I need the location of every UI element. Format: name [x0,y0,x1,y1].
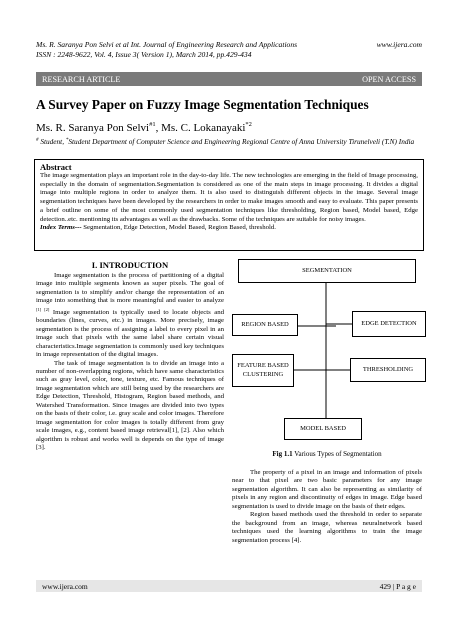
journal-citation: Ms. R. Saranya Pon Selvi et al Int. Journal of Engineering Research and Applications [36,40,298,49]
affil-mark-2: * [65,138,69,143]
intro-paragraph-2: The task of image segmentation is to divide an image into a number of non-overlapping regions, which have same characteristics such as gray level, color, tone, texture, etc. Famous techniques of image segmentation which are still being used by the researchers are Edge Detection, Threshold, Histogram, Region based methods, and Watershed Transformation. Since images are divided into two types on the basis of their color, i.e. gray scale and color images. Therefore image segmentation for color images is totally different from gray scale images, e.g., content based image retrieval[1], [2]. Also which algorithm is robust and works well is depends on the type of image [3]. [36,359,224,452]
right-paragraph-1: The property of a pixel in an image and information of pixels near to that pixel are two basic parameters for any image segmentation algorithm. It can also be representing as similarity of pixels in any region and discontinuity of edges in image. Edge based segmentation is used to divide image on the basis of their edges. [232,469,422,510]
article-type: RESEARCH ARTICLE [42,74,121,84]
citation: [1] [2] [36,306,50,312]
footer-url[interactable]: www.ijera.com [42,581,88,591]
node-region-based: REGION BASED [232,314,298,336]
intro-p1-end: Image segmentation is typically used to locate objects and boundaries (lines, curves, etc.) in images. More precisely, image segmentation is the process of assigning a label to every pixel in an image such that pixels with the same label share certain visual characteristics.Image segmentation is commonly used key techniques in image representation of the digital images. [36,308,224,359]
running-header [36,40,422,60]
abstract-body: The image segmentation plays an important role in the day-to-day life. The new technologies are emerging in the field of Image processing, especially in the domain of segmentation.Segmentation is considered as one of the main steps in image processing. It divides a digital image into multiple regions in order to analyze them. It is also used to distinguish different objects in the image. Several image segmentation techniques have been developed by the researchers in order to make images smooth and easy to evaluate. This paper presents a brief outline on some of the most commonly used segmentation techniques like thresholding, Region based, Model based, Edge detection..etc. mentioning its advantages as well as the drawbacks. Some of the techniques are suitable for noisy images. [40,172,418,223]
abstract-heading: Abstract [40,162,72,172]
intro-p1-start: Image segmentation is the process of partitioning of a digital image into multiple segments known as super pixels. The goal of segmentation is to simplify and/or change the representation of an image into something that is more meaningful and easier to analyze [36,272,224,305]
author-1: Ms. R. Saranya Pon Selvi [36,122,150,134]
right-column-text [232,469,422,545]
authors [36,121,252,134]
intro-paragraph-1 [36,272,224,360]
page-footer [36,580,422,592]
issn-line: ISSN : 2248-9622, Vol. 4, Issue 3( Version 1), March 2014, pp.429-434 [36,50,252,59]
figure-caption-text: Various Types of Segmentation [292,450,382,458]
node-model-based: MODEL BASED [284,418,362,440]
index-terms-label: Index Terms--- [40,224,82,232]
paper-title: A Survey Paper on Fuzzy Image Segmentation Techniques [36,97,369,112]
affiliation [36,136,422,147]
segmentation-diagram [228,254,428,450]
journal-url[interactable]: www.ijera.com [376,40,422,49]
abstract-box [34,159,424,251]
right-paragraph-2: Region based methods used the threshold in order to separate the background from an image, whereas neuralnetwork based techniques used the learning algorithms to train the image segmentation process [4]. [232,511,422,544]
node-segmentation: SEGMENTATION [238,259,416,283]
introduction-section [36,260,224,453]
affil-text-1: Student, [38,137,66,146]
author-separator: , [155,122,162,134]
figure-label: Fig 1.1 [272,450,293,458]
access-type: OPEN ACCESS [362,74,416,84]
node-edge-detection: EDGE DETECTION [352,311,426,337]
index-terms-text: Segmentation, Edge Detection, Model Based, Region Based, threshold. [81,224,276,232]
node-thresholding: THRESHOLDING [350,358,426,382]
article-banner [36,72,422,86]
affil-text-2: Student Department of Computer Science and Engineering Regional Centre of Anna University Tirunelveli (T.N) India [68,137,415,146]
index-terms [40,224,418,233]
figure-caption [232,450,422,458]
author-1-mark: #1 [149,121,156,128]
affil-mark-1: # [36,138,39,143]
author-2: Ms. C. Lokanayaki [161,122,246,134]
author-2-mark: *2 [245,121,252,128]
node-feature-clustering: FEATURE BASED CLUSTERING [232,354,294,387]
section-heading: I. INTRODUCTION [91,260,169,270]
page-number: 429 | P a g e [379,581,416,591]
